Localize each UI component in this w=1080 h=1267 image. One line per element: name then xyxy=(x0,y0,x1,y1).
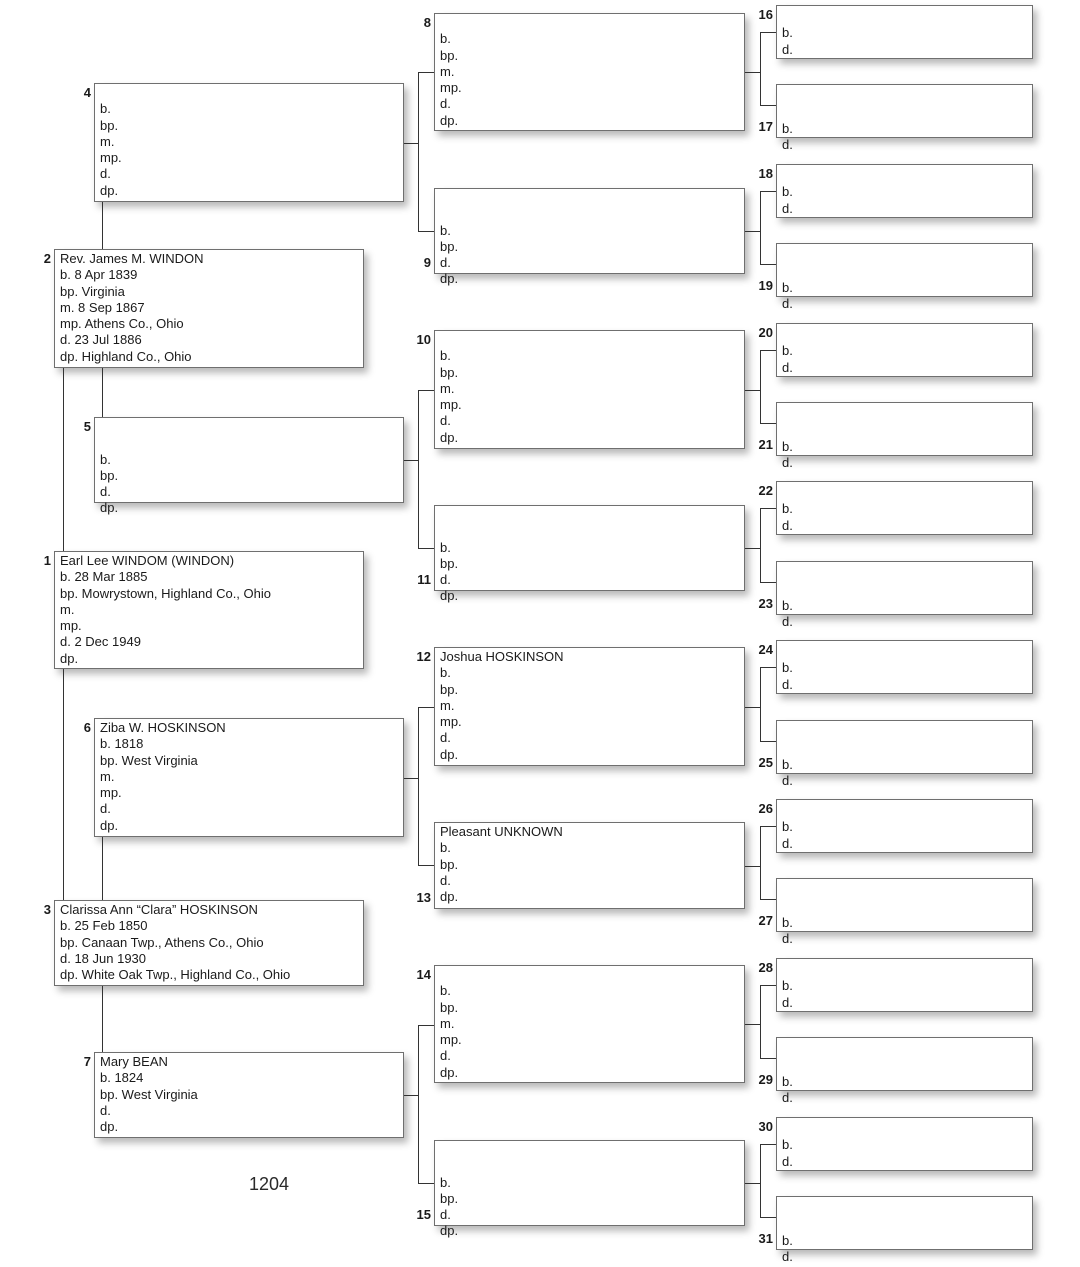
person-name xyxy=(440,967,744,983)
person-name xyxy=(782,740,1032,756)
person-name xyxy=(782,263,1032,279)
person-box-7 xyxy=(94,1052,404,1138)
person-field: dp. xyxy=(440,429,459,445)
person-field: mp. xyxy=(440,80,462,96)
person-name: Ziba W. HOSKINSON xyxy=(100,720,226,735)
connector-line xyxy=(745,390,760,391)
person-field: b. xyxy=(100,451,111,467)
person-field: b. xyxy=(782,501,793,517)
connector-line xyxy=(760,985,776,986)
person-field: b. xyxy=(782,1232,793,1248)
person-box-20 xyxy=(776,323,1033,377)
person-name: Clarissa Ann “Clara” HOSKINSON xyxy=(60,902,258,917)
person-name xyxy=(440,206,744,222)
person-box-25 xyxy=(776,720,1033,788)
person-box-17 xyxy=(776,84,1033,152)
connector-line xyxy=(745,72,760,73)
person-name xyxy=(440,523,744,539)
person-field: d. xyxy=(440,572,451,588)
connector-line xyxy=(760,985,761,1059)
connector-line xyxy=(760,826,761,900)
person-number: 15 xyxy=(416,1207,431,1222)
person-field: m. xyxy=(60,601,75,617)
person-field: b. xyxy=(440,840,451,856)
person-field: d. xyxy=(440,413,451,429)
person-box-8 xyxy=(434,13,745,131)
connector-line xyxy=(760,826,776,827)
person-field: mp. xyxy=(440,714,462,730)
connector-line xyxy=(760,1058,776,1059)
person-field: d. xyxy=(782,994,793,1010)
person-field: m. xyxy=(440,63,455,79)
person-field: m. xyxy=(440,697,455,713)
person-field: dp. xyxy=(440,889,459,905)
person-field: bp. West Virginia xyxy=(100,1086,198,1102)
connector-line xyxy=(418,72,419,232)
person-field: mp. xyxy=(440,397,462,413)
person-field: b. xyxy=(100,101,111,117)
person-number: 14 xyxy=(416,967,431,982)
person-name xyxy=(440,15,744,31)
person-name xyxy=(782,327,1032,343)
person-box-2 xyxy=(54,249,364,368)
person-field: mp. xyxy=(440,1032,462,1048)
person-name xyxy=(440,1158,744,1174)
person-name xyxy=(782,803,1032,819)
person-field: b. xyxy=(782,279,793,295)
person-field: dp. xyxy=(440,588,459,604)
person-box-14 xyxy=(434,965,745,1083)
connector-line xyxy=(760,667,761,742)
person-name xyxy=(100,435,403,451)
spacer xyxy=(782,882,1032,898)
connector-line xyxy=(760,1217,776,1218)
person-field: b. 25 Feb 1850 xyxy=(60,918,148,934)
person-number: 1 xyxy=(43,553,51,568)
connector-line xyxy=(760,1144,761,1218)
person-field: b. xyxy=(782,184,793,200)
person-box-26 xyxy=(776,799,1033,853)
connector-line xyxy=(760,899,776,900)
connector-line xyxy=(418,390,419,549)
spacer xyxy=(782,1200,1032,1216)
connector-line xyxy=(760,508,776,509)
person-box-9 xyxy=(434,188,745,287)
person-number: 11 xyxy=(417,572,431,587)
person-field: dp. xyxy=(100,1119,119,1135)
person-number: 27 xyxy=(758,913,773,928)
person-number: 24 xyxy=(758,642,773,657)
person-box-15 xyxy=(434,1140,745,1239)
person-number: 17 xyxy=(758,119,773,134)
person-field: dp. xyxy=(440,1064,459,1080)
person-field: bp. Virginia xyxy=(60,283,125,299)
person-field: d. xyxy=(100,166,111,182)
person-number: 2 xyxy=(43,251,51,266)
connector-line xyxy=(418,72,434,73)
connector-line xyxy=(760,508,761,583)
connector-line xyxy=(404,460,418,461)
connector-line xyxy=(418,1025,434,1026)
connector-line xyxy=(745,1183,760,1184)
connector-line xyxy=(745,231,760,232)
person-number: 30 xyxy=(758,1119,773,1134)
person-box-29 xyxy=(776,1037,1033,1105)
connector-line xyxy=(760,423,776,424)
person-field: b. xyxy=(782,756,793,772)
person-number: 18 xyxy=(758,166,773,181)
person-field: d. xyxy=(440,96,451,112)
spacer xyxy=(782,1041,1032,1057)
person-number: 9 xyxy=(423,255,431,270)
chart-number: 1204 xyxy=(249,1174,290,1194)
person-field: b. 28 Mar 1885 xyxy=(60,569,148,585)
person-field: dp. xyxy=(440,112,459,128)
person-number: 12 xyxy=(416,649,431,664)
connector-line xyxy=(418,390,434,391)
person-box-6 xyxy=(94,718,404,837)
person-box-10 xyxy=(434,330,745,449)
connector-line xyxy=(102,837,103,900)
person-field: d. xyxy=(440,1048,451,1064)
person-name xyxy=(782,485,1032,501)
connector-line xyxy=(745,707,760,708)
connector-line xyxy=(418,548,434,549)
connector-line xyxy=(745,548,760,549)
person-field: dp. xyxy=(440,1223,459,1239)
person-name xyxy=(100,85,403,101)
person-number: 29 xyxy=(758,1072,773,1087)
person-field: b. xyxy=(782,914,793,930)
person-field: dp. xyxy=(60,650,79,666)
person-field: d. xyxy=(782,1248,793,1264)
person-field: d. xyxy=(782,295,793,311)
connector-line xyxy=(418,865,434,866)
person-name xyxy=(782,581,1032,597)
person-field: mp. xyxy=(100,785,122,801)
person-name xyxy=(782,898,1032,914)
person-field: dp. Highland Co., Ohio xyxy=(60,348,192,364)
person-number: 21 xyxy=(758,437,773,452)
connector-line xyxy=(63,368,64,551)
person-field: m. 8 Sep 1867 xyxy=(60,299,145,315)
spacer xyxy=(782,88,1032,104)
spacer xyxy=(782,406,1032,422)
person-field: d. xyxy=(782,676,793,692)
person-name xyxy=(782,168,1032,184)
person-name xyxy=(782,104,1032,120)
connector-line xyxy=(404,1095,418,1096)
person-field: bp. West Virginia xyxy=(100,752,198,768)
person-box-24 xyxy=(776,640,1033,694)
person-number: 22 xyxy=(758,483,773,498)
person-number: 4 xyxy=(83,85,91,100)
connector-line xyxy=(63,669,64,900)
connector-line xyxy=(760,264,776,265)
connector-line xyxy=(760,667,776,668)
person-field: d. 23 Jul 1886 xyxy=(60,332,142,348)
person-field: d. xyxy=(782,454,793,470)
person-number: 26 xyxy=(758,801,773,816)
person-field: b. xyxy=(782,120,793,136)
person-name xyxy=(782,962,1032,978)
person-field: b. xyxy=(782,660,793,676)
connector-line xyxy=(760,105,776,106)
person-field: bp. xyxy=(440,681,459,697)
connector-line xyxy=(760,582,776,583)
person-field: d. xyxy=(440,872,451,888)
person-field: b. 1824 xyxy=(100,1070,144,1086)
person-field: b. xyxy=(440,222,451,238)
person-field: b. xyxy=(440,983,451,999)
spacer xyxy=(440,190,744,206)
person-field: d. xyxy=(100,1102,111,1118)
person-field: dp. White Oak Twp., Highland Co., Ohio xyxy=(60,967,291,983)
person-box-19 xyxy=(776,243,1033,311)
person-field: bp. xyxy=(440,856,459,872)
person-field: b. xyxy=(440,31,451,47)
person-number: 23 xyxy=(758,596,773,611)
person-box-5 xyxy=(94,417,404,516)
spacer xyxy=(782,565,1032,581)
person-field: d. xyxy=(782,613,793,629)
connector-line xyxy=(418,707,419,866)
person-number: 20 xyxy=(758,325,773,340)
person-number: 19 xyxy=(758,278,773,293)
person-box-3 xyxy=(54,900,364,986)
person-field: bp. xyxy=(440,555,459,571)
connector-line xyxy=(760,191,761,265)
person-number: 7 xyxy=(83,1054,91,1069)
person-name xyxy=(782,9,1032,25)
connector-line xyxy=(760,32,776,33)
person-field: b. xyxy=(782,819,793,835)
person-field: b. xyxy=(440,1174,451,1190)
person-box-27 xyxy=(776,878,1033,946)
person-field: d. 18 Jun 1930 xyxy=(60,950,147,966)
spacer xyxy=(782,724,1032,740)
person-number: 10 xyxy=(416,332,431,347)
person-field: b. 8 Apr 1839 xyxy=(60,267,138,283)
person-field: b. xyxy=(782,978,793,994)
person-field: bp. xyxy=(100,117,119,133)
person-field: dp. xyxy=(440,271,459,287)
person-field: b. xyxy=(440,539,451,555)
connector-line xyxy=(760,191,776,192)
person-field: d. xyxy=(782,1089,793,1105)
person-field: d. xyxy=(782,835,793,851)
person-box-1 xyxy=(54,551,364,669)
person-box-13 xyxy=(434,822,745,909)
person-box-18 xyxy=(776,164,1033,218)
spacer xyxy=(782,247,1032,263)
connector-line xyxy=(760,741,776,742)
person-name xyxy=(782,1057,1032,1073)
person-field: b. xyxy=(782,1073,793,1089)
person-name: Earl Lee WINDOM (WINDON) xyxy=(60,553,235,568)
person-number: 6 xyxy=(83,720,91,735)
person-field: dp. xyxy=(100,182,119,198)
spacer xyxy=(100,419,403,435)
person-number: 8 xyxy=(423,15,431,30)
person-number: 28 xyxy=(758,960,773,975)
person-field: dp. xyxy=(100,500,119,516)
person-field: d. xyxy=(782,930,793,946)
connector-line xyxy=(418,707,434,708)
person-number: 13 xyxy=(416,890,431,905)
connector-line xyxy=(760,32,761,106)
person-field: m. xyxy=(440,380,455,396)
person-field: bp. xyxy=(440,364,459,380)
connector-line xyxy=(102,202,103,249)
person-field: bp. xyxy=(440,238,459,254)
person-field: b. xyxy=(782,438,793,454)
person-field: m. xyxy=(440,1015,455,1031)
connector-line xyxy=(102,986,103,1052)
person-box-11 xyxy=(434,505,745,604)
person-field: b. xyxy=(782,25,793,41)
person-field: d. xyxy=(440,730,451,746)
connector-line xyxy=(404,143,418,144)
person-name xyxy=(440,332,744,348)
person-number: 31 xyxy=(758,1231,773,1246)
person-field: b. 1818 xyxy=(100,736,144,752)
person-field: d. xyxy=(100,484,111,500)
person-box-23 xyxy=(776,561,1033,629)
person-box-31 xyxy=(776,1196,1033,1264)
person-field: d. xyxy=(440,1207,451,1223)
person-name: Pleasant UNKNOWN xyxy=(440,824,563,839)
person-field: mp. xyxy=(60,618,82,634)
person-field: d. xyxy=(782,41,793,57)
person-name xyxy=(782,1121,1032,1137)
connector-line xyxy=(745,866,760,867)
person-box-30 xyxy=(776,1117,1033,1171)
connector-line xyxy=(102,368,103,417)
connector-line xyxy=(745,1024,760,1025)
person-number: 25 xyxy=(758,755,773,770)
person-field: d. 2 Dec 1949 xyxy=(60,634,141,650)
person-field: bp. Mowrystown, Highland Co., Ohio xyxy=(60,585,271,601)
person-field: bp. xyxy=(440,1190,459,1206)
person-name: Rev. James M. WINDON xyxy=(60,251,204,266)
person-field: d. xyxy=(782,1153,793,1169)
person-field: bp. xyxy=(100,467,119,483)
person-number: 5 xyxy=(83,419,91,434)
person-field: bp. xyxy=(440,47,459,63)
person-field: d. xyxy=(782,359,793,375)
person-field: mp. xyxy=(100,150,122,166)
person-field: bp. Canaan Twp., Athens Co., Ohio xyxy=(60,934,264,950)
person-field: dp. xyxy=(100,817,119,833)
person-field: d. xyxy=(100,801,111,817)
person-field: b. xyxy=(440,348,451,364)
connector-line xyxy=(418,1025,419,1184)
connector-line xyxy=(404,778,418,779)
connector-line xyxy=(760,350,776,351)
person-field: d. xyxy=(782,136,793,152)
person-box-21 xyxy=(776,402,1033,470)
person-field: mp. Athens Co., Ohio xyxy=(60,316,184,332)
person-number: 3 xyxy=(43,902,51,917)
person-box-4 xyxy=(94,83,404,202)
person-field: d. xyxy=(440,255,451,271)
person-number: 16 xyxy=(758,7,773,22)
person-field: d. xyxy=(782,200,793,216)
connector-line xyxy=(418,1183,434,1184)
person-field: b. xyxy=(782,597,793,613)
person-field: m. xyxy=(100,768,115,784)
connector-line xyxy=(760,1144,776,1145)
person-field: dp. xyxy=(440,746,459,762)
connector-line xyxy=(418,231,434,232)
person-box-12 xyxy=(434,647,745,766)
person-box-28 xyxy=(776,958,1033,1012)
person-field: bp. xyxy=(440,999,459,1015)
spacer xyxy=(440,1142,744,1158)
spacer xyxy=(440,507,744,523)
person-box-16 xyxy=(776,5,1033,59)
person-name xyxy=(782,1216,1032,1232)
person-name xyxy=(782,422,1032,438)
person-field: d. xyxy=(782,517,793,533)
person-field: m. xyxy=(100,133,115,149)
person-name xyxy=(782,644,1032,660)
connector-line xyxy=(760,350,761,424)
person-field: b. xyxy=(782,1137,793,1153)
person-field: b. xyxy=(440,665,451,681)
person-name: Joshua HOSKINSON xyxy=(440,649,564,664)
person-name: Mary BEAN xyxy=(100,1054,168,1069)
person-box-22 xyxy=(776,481,1033,535)
person-field: b. xyxy=(782,343,793,359)
person-field: d. xyxy=(782,772,793,788)
